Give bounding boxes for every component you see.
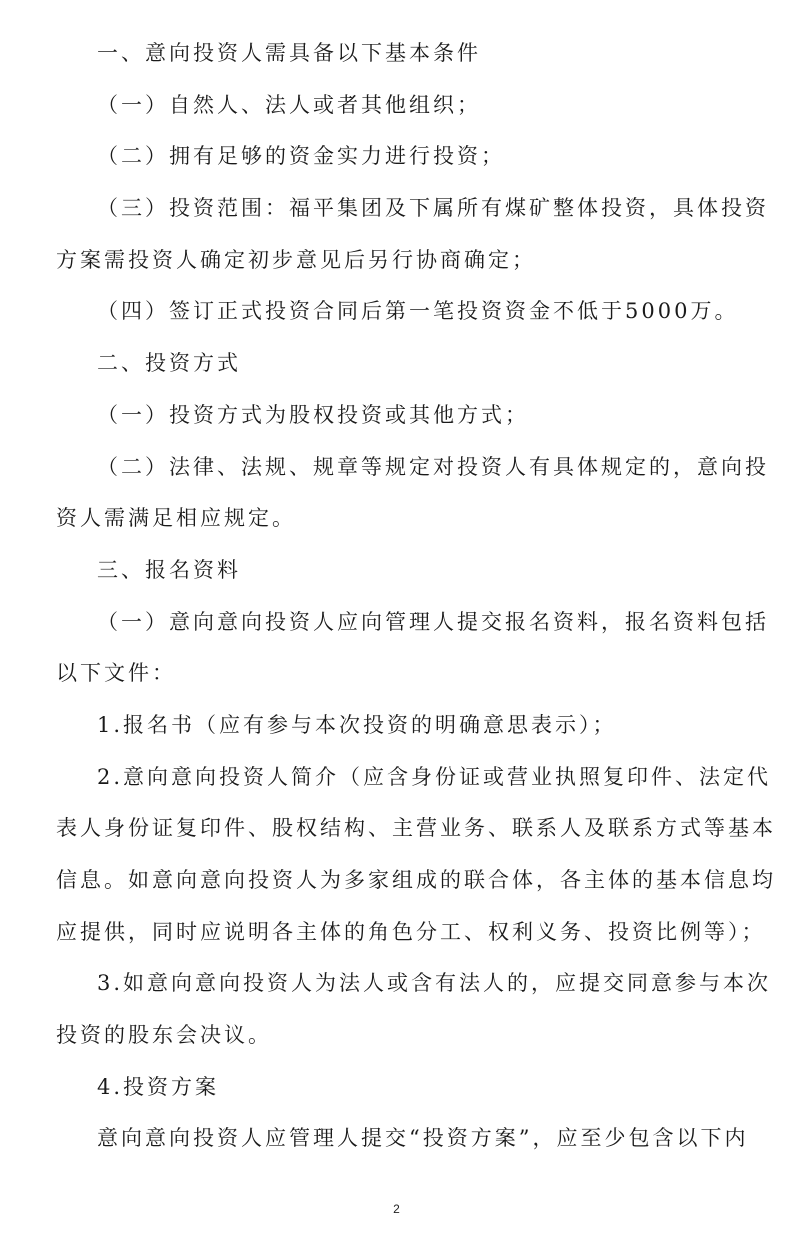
- paragraph-line: 表人身份证复印件、股权结构、主营业务、联系人及联系方式等基本: [56, 816, 776, 841]
- list-item: 2.意向意向投资人简介（应含身份证或营业执照复印件、法定代: [97, 764, 772, 789]
- heading-investor-requirements: 一、意向投资人需具备以下基本条件: [97, 41, 481, 65]
- paragraph-line: 资人需满足相应规定。: [56, 506, 296, 531]
- paragraph-line: 信息。如意向意向投资人为多家组成的联合体，各主体的基本信息均: [56, 868, 776, 892]
- paragraph-line: 投资的股东会决议。: [56, 1023, 272, 1048]
- paragraph-line: 以下文件：: [56, 661, 176, 686]
- heading-investment-method: 二、投资方式: [97, 351, 241, 376]
- heading-registration-materials: 三、报名资料: [97, 557, 241, 582]
- paragraph-line: 意向意向投资人应管理人提交“投资方案”，应至少包含以下内: [97, 1126, 749, 1151]
- list-item: 1.报名书（应有参与本次投资的明确意思表示）；: [97, 712, 617, 737]
- paragraph-line: （二）法律、法规、规章等规定对投资人有具体规定的，意向投: [97, 454, 769, 479]
- paragraph-line: （三）投资范围：福平集团及下属所有煤矿整体投资，具体投资: [97, 196, 769, 221]
- document-body: [56, 28, 776, 1165]
- paragraph-line: （一）意向意向投资人应向管理人提交报名资料，报名资料包括: [97, 609, 769, 634]
- paragraph-line: （一）投资方式为股权投资或其他方式；: [97, 402, 529, 427]
- paragraph-line: （四）签订正式投资合同后第一笔投资资金不低于5000万。: [97, 299, 739, 324]
- paragraph-line: 应提供，同时应说明各主体的角色分工、权利义务、投资比例等）；: [56, 919, 766, 944]
- list-item: 3.如意向意向投资人为法人或含有法人的，应提交同意参与本次: [97, 971, 772, 996]
- paragraph-line: 方案需投资人确定初步意见后另行协商确定；: [56, 247, 536, 272]
- list-item: 4.投资方案: [97, 1074, 220, 1099]
- paragraph-line: （一）自然人、法人或者其他组织；: [97, 92, 481, 117]
- paragraph-line: （二）拥有足够的资金实力进行投资；: [97, 144, 505, 169]
- page-number: 2: [393, 1202, 400, 1216]
